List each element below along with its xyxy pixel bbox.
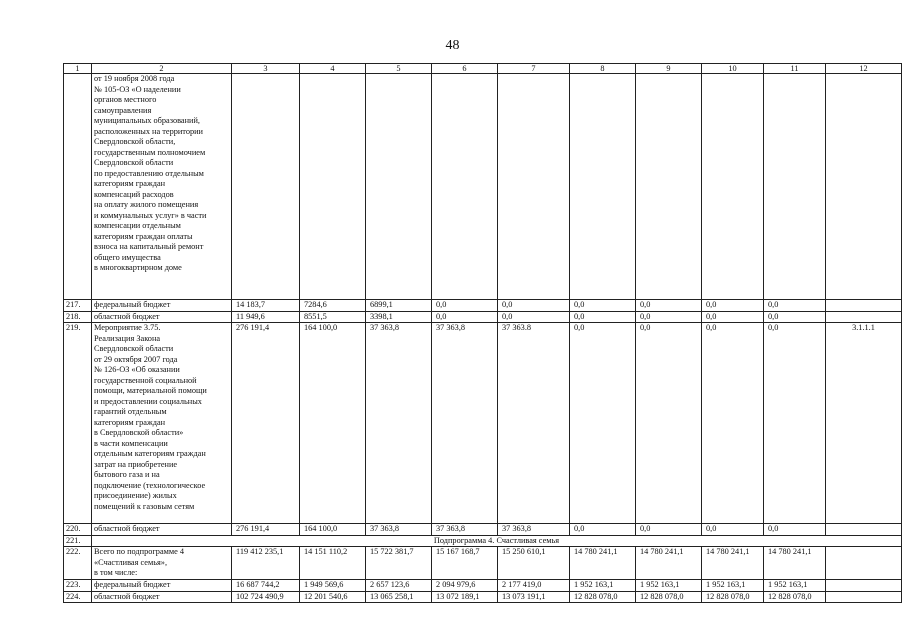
value-cell: 0,0 [702, 323, 764, 524]
value-cell: 14 780 241,1 [764, 547, 826, 580]
value-cell: 15 167 168,7 [432, 547, 498, 580]
value-cell: 0,0 [570, 300, 636, 312]
column-header: 2 [92, 64, 232, 74]
column-header: 7 [498, 64, 570, 74]
value-cell [570, 74, 636, 300]
value-cell: 8551,5 [300, 311, 366, 323]
row-index [64, 74, 92, 300]
table-row [64, 547, 902, 580]
value-cell: 37 363,8 [498, 524, 570, 536]
value-cell: 164 100,0 [300, 323, 366, 524]
value-cell: 0,0 [636, 311, 702, 323]
value-cell: 37 363,8 [366, 323, 432, 524]
value-cell: 7284,6 [300, 300, 366, 312]
code-cell [826, 300, 902, 312]
value-cell: 13 073 191,1 [498, 591, 570, 603]
value-cell: 0,0 [498, 311, 570, 323]
column-header: 1 [64, 64, 92, 74]
value-cell: 12 828 078,0 [702, 591, 764, 603]
value-cell: 13 065 258,1 [366, 591, 432, 603]
value-cell [764, 74, 826, 300]
value-cell: 0,0 [702, 300, 764, 312]
value-cell [702, 74, 764, 300]
column-header: 4 [300, 64, 366, 74]
value-cell: 0,0 [764, 311, 826, 323]
value-cell: 0,0 [432, 311, 498, 323]
value-cell: 276 191,4 [232, 524, 300, 536]
header-row [64, 64, 902, 74]
value-cell [636, 74, 702, 300]
value-cell: 16 687 744,2 [232, 580, 300, 592]
code-cell [826, 74, 902, 300]
row-description: от 19 ноября 2008 года № 105-ОЗ «О наделении органов местного самоуправления муниципальных образований, расположенных на территории Свердловской области, государственным полномочием Свердловской области по предоставлению отдельным категориям граждан компенсаций расходов на оплату жилого помещения и коммунальных услуг» в части компенсации отдельным категориям граждан оплаты взноса на капитальный ремонт общего имущества в многоквартирном доме [92, 74, 232, 300]
table-row [64, 311, 902, 323]
row-index: 224. [64, 591, 92, 603]
value-cell: 12 828 078,0 [636, 591, 702, 603]
value-cell: 0,0 [432, 300, 498, 312]
row-description: областной бюджет [92, 591, 232, 603]
value-cell: 13 072 189,1 [432, 591, 498, 603]
row-description: областной бюджет [92, 524, 232, 536]
table-row [64, 74, 902, 300]
code-cell [826, 580, 902, 592]
value-cell [366, 74, 432, 300]
value-cell: 1 952 163,1 [570, 580, 636, 592]
column-header: 8 [570, 64, 636, 74]
value-cell: 1 949 569,6 [300, 580, 366, 592]
value-cell: 12 828 078,0 [570, 591, 636, 603]
value-cell: 164 100,0 [300, 524, 366, 536]
value-cell: 1 952 163,1 [702, 580, 764, 592]
value-cell: 14 780 241,1 [702, 547, 764, 580]
row-index: 223. [64, 580, 92, 592]
code-cell: 3.1.1.1 [826, 323, 902, 524]
value-cell: 0,0 [764, 323, 826, 524]
page-number: 48 [445, 38, 460, 53]
value-cell: 0,0 [764, 300, 826, 312]
value-cell: 0,0 [570, 311, 636, 323]
value-cell: 12 201 540,6 [300, 591, 366, 603]
value-cell [498, 74, 570, 300]
row-index: 222. [64, 547, 92, 580]
code-cell [826, 524, 902, 536]
value-cell: 37 363.8 [498, 323, 570, 524]
value-cell: 119 412 235,1 [232, 547, 300, 580]
value-cell: 0,0 [764, 524, 826, 536]
value-cell: 0,0 [570, 323, 636, 524]
value-cell: 2 657 123,6 [366, 580, 432, 592]
column-header: 12 [826, 64, 902, 74]
table-row [64, 535, 902, 547]
budget-table [63, 63, 902, 603]
value-cell: 1 952 163,1 [764, 580, 826, 592]
value-cell: 0,0 [702, 311, 764, 323]
row-index: 219. [64, 323, 92, 524]
value-cell [232, 74, 300, 300]
column-header: 6 [432, 64, 498, 74]
code-cell [826, 547, 902, 580]
row-index: 221. [64, 535, 92, 547]
column-header: 3 [232, 64, 300, 74]
value-cell: 102 724 490,9 [232, 591, 300, 603]
value-cell: 2 177 419,0 [498, 580, 570, 592]
code-cell [826, 591, 902, 603]
row-description: Мероприятие 3.75. Реализация Закона Свердловской области от 29 октября 2007 года № 126-ОЗ «Об оказании государственной социальной помощи, материальной помощи и предоставлении социальных гарантий отдельным категориям граждан в Свердловской области» в части компенсации отдельным категориям граждан затрат на приобретение бытового газа и на подключение (технологическое присоединение) жилых помещений к газовым сетям [92, 323, 232, 524]
value-cell: 0,0 [570, 524, 636, 536]
value-cell: 3398,1 [366, 311, 432, 323]
value-cell: 1 952 163,1 [636, 580, 702, 592]
value-cell: 0,0 [636, 300, 702, 312]
row-index: 217. [64, 300, 92, 312]
value-cell: 14 780 241,1 [636, 547, 702, 580]
value-cell: 0,0 [702, 524, 764, 536]
value-cell: 15 722 381,7 [366, 547, 432, 580]
row-index: 220. [64, 524, 92, 536]
subprogram-title: Подпрограмма 4. Счастливая семья [92, 535, 902, 547]
value-cell: 0,0 [636, 323, 702, 524]
value-cell: 11 949,6 [232, 311, 300, 323]
value-cell: 14 151 110,2 [300, 547, 366, 580]
row-description: областной бюджет [92, 311, 232, 323]
value-cell: 0,0 [498, 300, 570, 312]
column-header: 5 [366, 64, 432, 74]
value-cell [432, 74, 498, 300]
table-row [64, 591, 902, 603]
table-row [64, 323, 902, 524]
value-cell [300, 74, 366, 300]
code-cell [826, 311, 902, 323]
value-cell: 15 250 610,1 [498, 547, 570, 580]
column-header: 11 [764, 64, 826, 74]
row-description: федеральный бюджет [92, 580, 232, 592]
table-row [64, 524, 902, 536]
value-cell: 6899,1 [366, 300, 432, 312]
value-cell: 14 780 241,1 [570, 547, 636, 580]
column-header: 9 [636, 64, 702, 74]
value-cell: 276 191,4 [232, 323, 300, 524]
table-row [64, 580, 902, 592]
value-cell: 2 094 979,6 [432, 580, 498, 592]
row-index: 218. [64, 311, 92, 323]
table-row [64, 300, 902, 312]
value-cell: 37 363,8 [432, 323, 498, 524]
column-header: 10 [702, 64, 764, 74]
value-cell: 14 183,7 [232, 300, 300, 312]
value-cell: 37 363,8 [432, 524, 498, 536]
value-cell: 37 363,8 [366, 524, 432, 536]
row-description: Всего по подпрограмме 4 «Счастливая семья», в том числе: [92, 547, 232, 580]
row-description: федеральный бюджет [92, 300, 232, 312]
value-cell: 0,0 [636, 524, 702, 536]
value-cell: 12 828 078,0 [764, 591, 826, 603]
